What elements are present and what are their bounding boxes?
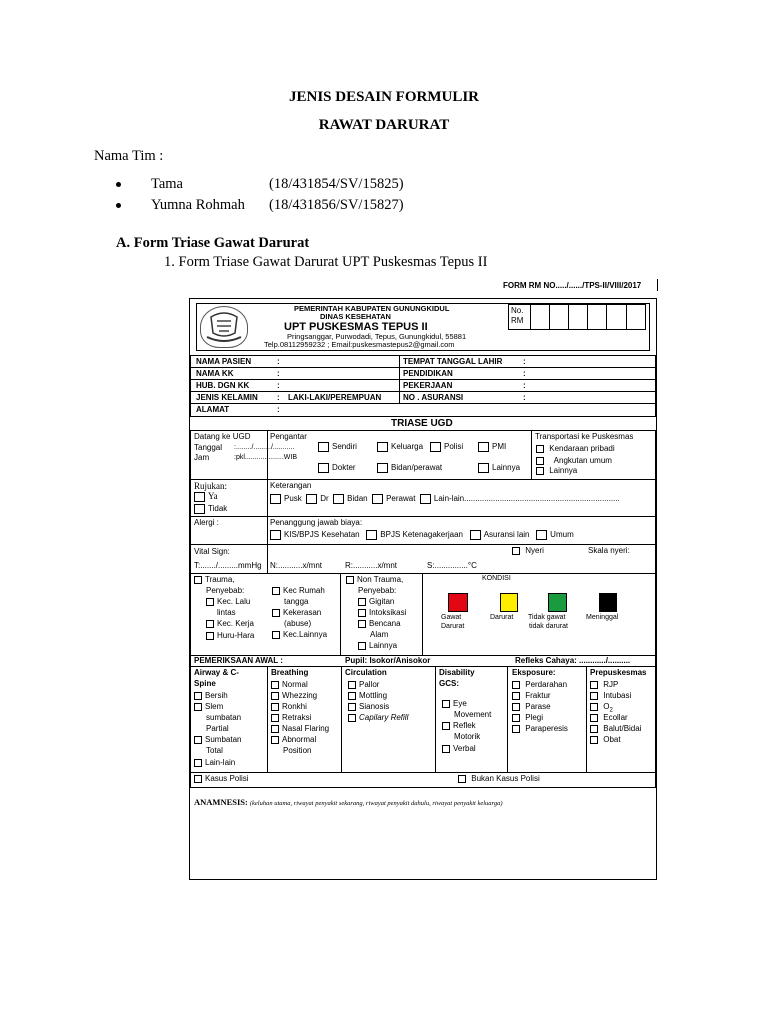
checkbox[interactable] xyxy=(271,725,279,733)
checkbox[interactable] xyxy=(271,736,279,744)
jam-field[interactable]: :pkl....................WIB xyxy=(234,454,298,461)
kec-lainnya-option[interactable] xyxy=(272,631,327,640)
option-label: Normal xyxy=(282,680,308,690)
option-label: Position xyxy=(283,746,312,755)
option-label: Lainnya xyxy=(549,466,578,476)
non-trauma-option[interactable] xyxy=(346,576,403,585)
alergi-label: Alergi : xyxy=(194,518,219,527)
breathing-retraksi[interactable] xyxy=(271,714,311,723)
refleks-cahaya-field[interactable]: Refleks Cahaya: ............/.......... xyxy=(515,656,631,665)
bullet-icon xyxy=(116,203,121,208)
option-label: Perdarahan xyxy=(525,680,568,690)
option-label: Kec Rumah xyxy=(283,586,325,596)
kekerasan-option[interactable] xyxy=(272,609,321,618)
checkbox[interactable] xyxy=(536,445,544,453)
intoksikasi-option[interactable] xyxy=(358,609,406,618)
eksposure-paraperesis[interactable] xyxy=(512,725,568,734)
option-label: Paraperesis xyxy=(525,724,568,734)
airway-slem[interactable] xyxy=(194,703,223,712)
keterangan-options xyxy=(270,494,620,504)
anamnesis-section xyxy=(194,798,503,808)
team-member xyxy=(116,176,404,193)
prepuskesmas-ecollar[interactable] xyxy=(590,714,628,723)
checkbox[interactable] xyxy=(442,700,450,708)
lainnya-option[interactable] xyxy=(358,642,397,651)
option-label: Bersih xyxy=(205,691,228,701)
triage-form xyxy=(189,298,657,880)
breathing-abnormal[interactable] xyxy=(271,736,316,745)
breathing-nasal[interactable] xyxy=(271,725,329,734)
member-name: Tama xyxy=(151,176,183,192)
huru-hara-option[interactable] xyxy=(206,632,254,641)
checkbox[interactable] xyxy=(271,714,279,722)
option-label: Polisi xyxy=(444,442,464,452)
checkbox[interactable] xyxy=(270,494,281,504)
checkbox[interactable] xyxy=(358,642,366,650)
checkbox[interactable] xyxy=(512,703,520,711)
option-label: Ronkhi xyxy=(282,702,307,712)
checkbox[interactable] xyxy=(271,692,279,700)
subscript: 2 xyxy=(609,707,613,714)
penanggung-options xyxy=(270,530,574,540)
checkbox[interactable] xyxy=(512,681,520,689)
colon: : xyxy=(523,357,526,366)
bukan-kasus-polisi-option[interactable] xyxy=(458,775,540,784)
checkbox[interactable] xyxy=(478,463,489,473)
checkbox[interactable] xyxy=(512,725,520,733)
option-label: Kec. Lalu xyxy=(217,597,251,607)
option-label: Eye xyxy=(453,699,467,709)
option-label: Nyeri xyxy=(525,546,544,556)
doc-title: JENIS DESAIN FORMULIR xyxy=(288,89,480,105)
option-label: Obat xyxy=(603,735,621,745)
rujukan-label: Rujukan: xyxy=(194,481,227,491)
list-item: 1. Form Triase Gawat Darurat UPT Puskesmas Tepus II xyxy=(164,254,488,270)
letterhead-line: Pringsanggar, Purwodadi, Tepus, Gunungkidul, 55881 xyxy=(287,332,467,341)
option-label: Motorik xyxy=(454,732,481,741)
checkbox[interactable] xyxy=(270,530,281,540)
prepuskesmas-intubasi[interactable] xyxy=(590,692,631,701)
triase-title: TRIASE UGD xyxy=(391,418,453,429)
pengantar-sendiri[interactable] xyxy=(318,442,357,452)
alamat-label: ALAMAT xyxy=(196,405,230,414)
option-label: PMI xyxy=(492,442,507,452)
form-number: FORM RM NO...../....../TPS-II/VIII/2017 xyxy=(503,281,642,290)
member-name: Yumna Rohmah xyxy=(151,197,245,213)
option-label: Capilary Refill xyxy=(359,713,409,723)
option-label: BPJS Ketenagakerjaan xyxy=(380,530,464,540)
kondisi-green-swatch[interactable] xyxy=(548,593,567,612)
kondisi-black-swatch[interactable] xyxy=(599,593,617,612)
bencana-option[interactable] xyxy=(358,620,401,629)
checkbox[interactable] xyxy=(318,442,329,452)
option-label: (abuse) xyxy=(284,619,312,628)
checkbox[interactable] xyxy=(348,681,356,689)
pengantar-label: Pengantar xyxy=(270,432,307,441)
checkbox[interactable] xyxy=(333,494,344,504)
colon: : xyxy=(277,381,280,390)
option-label: Partial xyxy=(206,724,229,733)
kasus-polisi-option[interactable] xyxy=(194,775,249,784)
option-label: Kec.Lainnya xyxy=(283,630,328,640)
checkbox[interactable] xyxy=(442,722,450,730)
checkbox[interactable] xyxy=(590,736,598,744)
checkbox[interactable] xyxy=(194,492,205,502)
option-label: Ya xyxy=(208,491,218,502)
checkbox[interactable] xyxy=(194,775,202,783)
checkbox[interactable] xyxy=(536,467,544,475)
pengantar-polisi[interactable] xyxy=(430,442,463,452)
option-label: Keluarga xyxy=(391,442,424,452)
colon: : xyxy=(277,357,280,366)
kondisi-meninggal-label: Meninggal xyxy=(586,614,619,621)
pekerjaan-label: PEKERJAAN xyxy=(403,381,453,390)
vital-t-field[interactable]: T:......./.........mmHg xyxy=(194,561,262,570)
colon: : xyxy=(277,405,280,414)
checkbox[interactable] xyxy=(590,692,598,700)
breathing-whezzing[interactable] xyxy=(271,692,317,701)
airway-label: Spine xyxy=(194,679,216,688)
checkbox[interactable] xyxy=(272,631,280,639)
skala-nyeri-label: Skala nyeri: xyxy=(588,546,630,555)
checkbox[interactable] xyxy=(590,725,598,733)
datang-label: Datang ke UGD xyxy=(194,432,251,441)
section-heading: A. Form Triase Gawat Darurat xyxy=(116,235,310,251)
anamnesis-label: ANAMNESIS: xyxy=(194,797,248,807)
disability-verbal[interactable] xyxy=(442,745,476,754)
checkbox[interactable] xyxy=(478,442,489,452)
checkbox[interactable] xyxy=(194,736,202,744)
jenis-kelamin-value: LAKI-LAKI/PEREMPUAN xyxy=(288,393,382,402)
option-label: Lain-lain...................................................................... xyxy=(433,494,620,504)
checkbox[interactable] xyxy=(206,598,214,606)
breathing-label: Breathing xyxy=(271,668,309,677)
kec-lalu-option[interactable] xyxy=(206,598,250,607)
checkbox[interactable] xyxy=(590,714,598,722)
kondisi-darurat-label: Darurat xyxy=(490,614,514,621)
airway-bersih[interactable] xyxy=(194,692,228,701)
checkbox[interactable] xyxy=(372,494,383,504)
penanggung-label: Penanggung jawab biaya: xyxy=(270,518,363,527)
checkbox[interactable] xyxy=(194,759,202,767)
keterangan-label: Keterangan xyxy=(270,481,312,490)
option-label: Lain-lain xyxy=(205,758,236,768)
colon: : xyxy=(523,381,526,390)
kondisi-tidak-gawat-label: Tidak gawat xyxy=(528,614,566,621)
checkbox[interactable] xyxy=(366,530,377,540)
checkbox[interactable] xyxy=(194,576,202,584)
option-label: Asuransi lain xyxy=(483,530,530,540)
member-id: (18/431856/SV/15827) xyxy=(269,197,404,213)
option-label: Fraktur xyxy=(525,691,551,701)
eksposure-plegi[interactable] xyxy=(512,714,543,723)
checkbox[interactable] xyxy=(306,494,317,504)
checkbox[interactable] xyxy=(377,442,388,452)
bullet-icon xyxy=(116,182,121,187)
kondisi-yellow-swatch[interactable] xyxy=(500,593,518,612)
checkbox[interactable] xyxy=(590,703,598,711)
disability-reflek[interactable] xyxy=(442,722,476,731)
emblem-icon xyxy=(200,306,248,348)
option-label: Sendiri xyxy=(332,442,357,452)
pendidikan-label: PENDIDIKAN xyxy=(403,369,453,378)
option-label: Pusk xyxy=(284,494,302,504)
option-label: Umum xyxy=(550,530,574,540)
pengantar-keluarga[interactable] xyxy=(377,442,423,452)
option-label: Pallor xyxy=(359,680,380,690)
pengantar-dokter[interactable] xyxy=(318,463,356,473)
option-label: KIS/BPJS Kesehatan xyxy=(284,530,360,540)
kondisi-tidak-gawat-label: tidak darurat xyxy=(529,623,568,630)
checkbox[interactable] xyxy=(348,703,356,711)
prepuskesmas-obat[interactable] xyxy=(590,736,621,745)
letterhead-line: Telp.08112959232 ; Email:puskesmastepus2@gmail.com xyxy=(264,340,455,349)
option-label: Plegi xyxy=(525,713,544,723)
transportasi-lainnya[interactable] xyxy=(536,467,577,476)
option-label: Slem xyxy=(205,702,224,712)
colon: : xyxy=(277,393,280,402)
checkbox[interactable] xyxy=(442,745,450,753)
gigitan-option[interactable] xyxy=(358,598,394,607)
option-label: Parase xyxy=(525,702,551,712)
colon: : xyxy=(523,369,526,378)
vital-r-field[interactable]: R:...........x/mnt xyxy=(345,561,398,570)
kondisi-red-swatch[interactable] xyxy=(448,593,468,612)
gcs-label: GCS: xyxy=(439,679,459,688)
eksposure-parase[interactable] xyxy=(512,703,551,712)
option-label: Lainnya xyxy=(369,641,398,651)
checkbox[interactable] xyxy=(512,692,520,700)
option-label: Balut/Bidai xyxy=(603,724,642,734)
option-label: Movement xyxy=(454,710,492,719)
option-label: O xyxy=(603,702,610,712)
option-label: Reflek xyxy=(453,721,476,731)
option-label: Lainnya xyxy=(492,463,521,473)
pengantar-bidan[interactable] xyxy=(377,463,442,473)
checkbox[interactable] xyxy=(536,457,544,465)
checkbox[interactable] xyxy=(420,494,431,504)
tanggal-label: Tanggal xyxy=(194,443,223,452)
ttl-label: TEMPAT TANGGAL LAHIR xyxy=(403,357,503,366)
kec-kerja-option[interactable] xyxy=(206,620,254,629)
option-label: Bukan Kasus Polisi xyxy=(471,774,540,784)
option-label: Tidak xyxy=(208,504,228,514)
trauma-option[interactable] xyxy=(194,576,235,585)
disability-eye[interactable] xyxy=(442,700,467,709)
transportasi-pribadi[interactable] xyxy=(536,445,615,454)
checkbox[interactable] xyxy=(272,609,280,617)
option-label: Whezzing xyxy=(282,691,318,701)
hub-kk-label: HUB. DGN KK xyxy=(196,381,250,390)
option-label: sumbatan xyxy=(206,713,242,722)
eksposure-label: Eksposure: xyxy=(512,668,556,677)
option-label: Dr xyxy=(320,494,329,504)
checkbox[interactable] xyxy=(194,692,202,700)
colon: : xyxy=(277,369,280,378)
option-label: tangga xyxy=(284,597,309,606)
trauma-penyebab: Penyebab: xyxy=(206,586,245,595)
checkbox[interactable] xyxy=(590,681,598,689)
circulation-label: Circulation xyxy=(345,668,387,677)
prepuskesmas-rjp[interactable] xyxy=(590,681,618,690)
anamnesis-field[interactable] xyxy=(194,811,650,875)
prepuskesmas-balut[interactable] xyxy=(590,725,641,734)
letterhead-line: PEMERINTAH KABUPATEN GUNUNGKIDUL xyxy=(294,304,450,313)
colon: : xyxy=(523,393,526,402)
option-label: Abnormal xyxy=(282,735,317,745)
non-trauma-penyebab: Penyebab: xyxy=(358,586,397,595)
option-label: Mottling xyxy=(359,691,388,701)
checkbox[interactable] xyxy=(536,530,547,540)
rujukan-tidak[interactable] xyxy=(194,504,227,514)
option-label: Bidan xyxy=(347,494,368,504)
checkbox[interactable] xyxy=(358,620,366,628)
pengantar-lainnya[interactable] xyxy=(478,463,520,473)
team-member xyxy=(116,197,404,214)
prepuskesmas-label: Prepuskesmas xyxy=(590,668,647,677)
nama-pasien-label: NAMA PASIEN xyxy=(196,357,252,366)
checkbox[interactable] xyxy=(271,703,279,711)
checkbox[interactable] xyxy=(377,463,388,473)
member-id: (18/431854/SV/15825) xyxy=(269,176,404,192)
pemeriksaan-awal-label: PEMERIKSAAN AWAL : xyxy=(194,656,283,665)
kondisi-label: KONDISI xyxy=(482,575,511,582)
option-label: Dokter xyxy=(332,463,356,473)
option-label: Gigitan xyxy=(369,597,395,607)
checkbox[interactable] xyxy=(430,442,441,452)
breathing-normal[interactable] xyxy=(271,681,308,690)
option-label: Kendaraan pribadi xyxy=(549,444,615,454)
option-label: Retraksi xyxy=(282,713,312,723)
option-label: Nasal Flaring xyxy=(282,724,330,734)
vital-s-field[interactable]: S:...............°C xyxy=(427,561,477,570)
vital-sign-label: Vital Sign: xyxy=(194,547,230,556)
jam-label: Jam xyxy=(194,453,210,462)
checkbox[interactable] xyxy=(358,598,366,606)
letterhead-line: UPT PUSKESMAS TEPUS II xyxy=(284,321,428,333)
option-label: Intoksikasi xyxy=(369,608,407,618)
option-label: Angkutan umum xyxy=(553,456,612,466)
option-label: Ecollar xyxy=(603,713,628,723)
doc-subtitle: RAWAT DARURAT xyxy=(318,117,450,133)
eksposure-perdarahan[interactable] xyxy=(512,681,567,690)
airway-label: Airway & C- xyxy=(194,668,239,677)
checkbox[interactable] xyxy=(318,463,329,473)
option-label: Huru-Hara xyxy=(217,631,255,641)
option-label: Intubasi xyxy=(603,691,632,701)
checkbox[interactable] xyxy=(271,681,279,689)
option-label: RJP xyxy=(603,680,619,690)
option-label: lintas xyxy=(217,608,236,617)
nyeri-option[interactable] xyxy=(512,547,544,556)
jenis-kelamin-label: JENIS KELAMIN xyxy=(196,393,258,402)
rujukan-ya[interactable] xyxy=(194,492,218,502)
transportasi-umum[interactable] xyxy=(536,457,612,466)
checkbox[interactable] xyxy=(512,547,520,555)
checkbox[interactable] xyxy=(470,530,481,540)
kondisi-gawat-label: Darurat xyxy=(441,623,465,630)
airway-lain[interactable] xyxy=(194,759,235,768)
checkbox[interactable] xyxy=(194,504,205,514)
option-label: Kekerasan xyxy=(283,608,322,618)
option-label: Alam xyxy=(370,630,389,639)
airway-sumbatan-total[interactable] xyxy=(194,736,241,745)
checkbox[interactable] xyxy=(458,775,466,783)
breathing-ronkhi[interactable] xyxy=(271,703,307,712)
checkbox[interactable] xyxy=(194,703,202,711)
eksposure-fraktur[interactable] xyxy=(512,692,551,701)
checkbox[interactable] xyxy=(206,632,214,640)
letterhead-line: DINAS KESEHATAN xyxy=(320,312,391,321)
checkbox[interactable] xyxy=(348,714,356,722)
option-label: Kasus Polisi xyxy=(205,774,249,784)
anamnesis-detail: (keluhan utama, riwayat penyakit sekarang, riwayat penyakit dahulu, riwayat penyakit keluarga) xyxy=(249,800,503,807)
checkbox[interactable] xyxy=(358,609,366,617)
option-label: Trauma, xyxy=(205,575,235,585)
option-label: Bidan/perawat xyxy=(391,463,443,473)
transportasi-label: Transportasi ke Puskesmas xyxy=(535,432,634,441)
checkbox[interactable] xyxy=(346,576,354,584)
tanggal-field[interactable]: :......../........./........... xyxy=(234,444,295,451)
nama-kk-label: NAMA KK xyxy=(196,369,234,378)
option-label: Total xyxy=(206,746,223,755)
no-asuransi-label: NO . ASURANSI xyxy=(403,393,464,402)
kec-rumah-option[interactable] xyxy=(272,587,325,596)
circulation-capillary[interactable] xyxy=(348,714,408,723)
team-label: Nama Tim : xyxy=(94,148,164,164)
vital-n-field[interactable]: N:...........x/mnt xyxy=(270,561,323,570)
pupil-field[interactable]: Pupil: Isokor/Anisokor xyxy=(345,656,431,665)
rm-label: RM xyxy=(511,316,524,325)
option-label: Non Trauma, xyxy=(357,575,404,585)
no-label: No. xyxy=(511,306,524,315)
pengantar-pmi[interactable] xyxy=(478,442,506,452)
circulation-sianosis[interactable] xyxy=(348,703,389,712)
option-label: Sumbatan xyxy=(205,735,242,745)
kondisi-gawat-label: Gawat xyxy=(441,614,462,621)
option-label: Perawat xyxy=(386,494,416,504)
circulation-mottling[interactable] xyxy=(348,692,387,701)
disability-label: Disability xyxy=(439,668,475,677)
circulation-pallor[interactable] xyxy=(348,681,379,690)
checkbox[interactable] xyxy=(348,692,356,700)
checkbox[interactable] xyxy=(272,587,280,595)
checkbox[interactable] xyxy=(512,714,520,722)
option-label: Bencana xyxy=(369,619,401,629)
option-label: Kec. Kerja xyxy=(217,619,254,629)
option-label: Sianosis xyxy=(359,702,390,712)
option-label: Verbal xyxy=(453,744,476,754)
checkbox[interactable] xyxy=(206,620,214,628)
